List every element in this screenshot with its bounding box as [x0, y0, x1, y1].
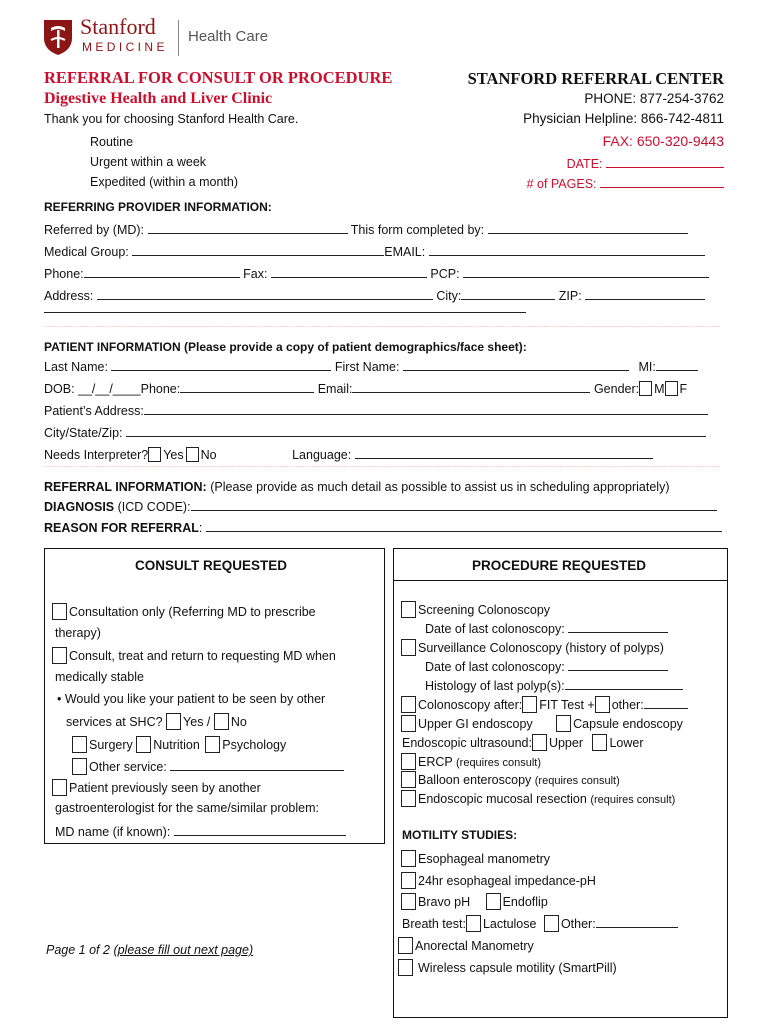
fit-test-checkbox[interactable]: [522, 696, 537, 713]
service-type-row: [72, 736, 286, 753]
reason-colon: :: [198, 521, 203, 535]
screening-label: Screening Colonoscopy: [418, 603, 551, 617]
surveillance-label: Surveillance Colonoscopy (history of polyps): [418, 641, 664, 655]
services-no-checkbox[interactable]: [214, 713, 229, 730]
ercp-row: [401, 753, 541, 770]
surveillance-row: [401, 639, 664, 656]
balloon-note: (requires consult): [534, 775, 620, 787]
screening-checkbox[interactable]: [401, 601, 416, 618]
medical-group-label: Medical Group:: [44, 245, 129, 259]
patient-row-4: [44, 424, 706, 440]
consult-treat-label-2: medically stable: [55, 670, 144, 684]
pages-row: [527, 175, 724, 191]
wireless-checkbox[interactable]: [398, 959, 413, 976]
surveillance-checkbox[interactable]: [401, 639, 416, 656]
previously-seen-label-2: gastroenterologist for the same/similar problem:: [55, 801, 320, 815]
colonoscopy-after-label: Colonoscopy after:: [418, 698, 523, 712]
eso-checkbox[interactable]: [401, 850, 416, 867]
eso-row: [401, 850, 550, 867]
interpreter-no-checkbox[interactable]: [186, 447, 199, 462]
last-name-field[interactable]: [111, 358, 331, 371]
city-label: City:: [436, 289, 462, 303]
fax-label: Fax:: [243, 267, 268, 281]
reason-label: REASON FOR REFERRAL: [44, 521, 199, 535]
screening-date-row: [425, 620, 668, 636]
anorectal-label: Anorectal Manometry: [415, 939, 534, 953]
center-title: STANFORD REFERRAL CENTER: [467, 69, 724, 88]
consult-only-checkbox[interactable]: [52, 603, 67, 620]
language-label: Language:: [292, 448, 352, 462]
first-name-label: First Name:: [334, 360, 400, 374]
center-fax: FAX: 650-320-9443: [602, 133, 724, 149]
page-number: Page 1 of 2: [46, 943, 110, 957]
md-name-row: [55, 823, 346, 839]
center-phone: PHONE: 877-254-3762: [584, 91, 724, 106]
referral-heading-note: (Please provide as much detail as possible to assist us in scheduling appropriately): [210, 480, 670, 494]
urgency-expedited: Expedited (within a month): [90, 175, 238, 189]
histology-row: [425, 677, 683, 693]
city-state-zip-field[interactable]: [126, 424, 706, 437]
breath-other-checkbox[interactable]: [544, 915, 559, 932]
endoflip-checkbox[interactable]: [486, 893, 501, 910]
services-yes-label: Yes /: [183, 715, 211, 729]
ercp-checkbox[interactable]: [401, 753, 416, 770]
separator-stars: [44, 326, 720, 330]
city-field[interactable]: [461, 287, 555, 300]
lactulose-checkbox[interactable]: [466, 915, 481, 932]
patient-phone-label: Phone:: [140, 382, 181, 396]
first-name-field[interactable]: [403, 358, 629, 371]
consult-only-label: Consultation only (Referring MD to prescribe: [69, 605, 316, 619]
other-services-question: • Would you like your patient to be seen by other: [57, 692, 326, 706]
colon-other-field[interactable]: [644, 696, 688, 709]
language-field[interactable]: [355, 446, 653, 459]
provider-row-1: [44, 221, 688, 237]
psychology-label: Psychology: [222, 738, 287, 752]
urgency-routine: Routine: [90, 135, 134, 149]
eus-lower-label: Lower: [609, 736, 644, 750]
mi-field[interactable]: [656, 358, 698, 371]
bravo-row: [401, 893, 548, 910]
logo-divider: [178, 20, 179, 56]
eus-upper-checkbox[interactable]: [532, 734, 547, 751]
screening-date-field[interactable]: [568, 620, 668, 633]
eus-upper-label: Upper: [548, 736, 583, 750]
page-note: (please fill out next page): [113, 943, 254, 957]
other-services-row: [66, 713, 247, 730]
services-no-label: No: [230, 715, 247, 729]
capsule-label: Capsule endoscopy: [573, 717, 683, 731]
patient-email-field[interactable]: [352, 380, 590, 393]
page-footer: [46, 943, 253, 957]
dob-label: DOB: __/__/____: [44, 382, 141, 396]
histology-label: Histology of last polyp(s):: [425, 679, 565, 693]
zip-field[interactable]: [585, 287, 705, 300]
patient-row-3: [44, 402, 708, 418]
upper-gi-label: Upper GI endoscopy: [418, 717, 533, 731]
pcp-field[interactable]: [463, 265, 709, 278]
pages-label: # of PAGES:: [526, 177, 597, 191]
eus-row: [402, 734, 644, 751]
provider-heading: REFERRING PROVIDER INFORMATION:: [44, 200, 272, 214]
date-field[interactable]: [606, 155, 724, 168]
other-service-row: [72, 758, 344, 775]
colon-other-label: other:: [611, 698, 644, 712]
histology-field[interactable]: [565, 677, 683, 690]
emr-note: (requires consult): [590, 794, 676, 806]
consult-option-1: [52, 603, 316, 620]
nutrition-checkbox[interactable]: [136, 736, 151, 753]
other-service-label: Other service:: [89, 760, 167, 774]
address-line-2[interactable]: [44, 312, 526, 313]
thanks-text: Thank you for choosing Stanford Health Care.: [44, 112, 299, 126]
provider-row-2: [44, 243, 705, 259]
surveillance-date-row: [425, 658, 668, 674]
balloon-checkbox[interactable]: [401, 771, 416, 788]
previously-seen-row: [52, 779, 261, 796]
fit-test-label: FIT Test +: [539, 698, 595, 712]
capsule-checkbox[interactable]: [556, 715, 571, 732]
center-helpline: Physician Helpline: 866-742-4811: [523, 111, 724, 126]
breath-label: Breath test:: [402, 917, 466, 931]
consult-only-label-2: therapy): [55, 626, 101, 640]
psychology-checkbox[interactable]: [205, 736, 220, 753]
date-label: DATE:: [566, 157, 603, 171]
reason-field[interactable]: [206, 519, 722, 532]
colonoscopy-after-row: [401, 696, 688, 713]
referred-by-field[interactable]: [148, 221, 348, 234]
ercp-label: ERCP: [418, 755, 453, 769]
md-name-field[interactable]: [174, 823, 346, 836]
motility-heading: MOTILITY STUDIES:: [402, 828, 518, 842]
impedance-row: [401, 872, 596, 889]
procedure-heading: PROCEDURE REQUESTED: [472, 558, 647, 573]
emr-label: Endoscopic mucosal resection: [418, 792, 587, 806]
eus-lower-checkbox[interactable]: [592, 734, 607, 751]
referral-heading-row: [44, 480, 670, 494]
md-name-label: MD name (if known):: [55, 825, 171, 839]
other-services-question-2: services at SHC?: [66, 715, 163, 729]
address-label: Address:: [44, 289, 94, 303]
interpreter-no-label: No: [200, 448, 217, 462]
form-title: REFERRAL FOR CONSULT OR PROCEDURE: [44, 68, 393, 87]
anorectal-checkbox[interactable]: [398, 937, 413, 954]
upper-gi-checkbox[interactable]: [401, 715, 416, 732]
emr-row: [401, 790, 675, 807]
patient-row-1: [44, 358, 698, 374]
diagnosis-field[interactable]: [191, 498, 717, 511]
city-state-zip-label: City/State/Zip:: [44, 426, 123, 440]
surgery-checkbox[interactable]: [72, 736, 87, 753]
eus-label: Endoscopic ultrasound:: [402, 736, 532, 750]
pcp-label: PCP:: [430, 267, 460, 281]
consult-option-2: [52, 647, 336, 664]
clinic-name: Digestive Health and Liver Clinic: [44, 90, 273, 107]
breath-other-label: Other:: [560, 917, 596, 931]
bravo-checkbox[interactable]: [401, 893, 416, 910]
wireless-label: Wireless capsule motility (SmartPill): [418, 961, 617, 975]
gender-f-checkbox[interactable]: [665, 381, 678, 396]
screening-date-label: Date of last colonoscopy:: [425, 622, 565, 636]
email-field[interactable]: [429, 243, 705, 256]
screening-row: [401, 601, 550, 618]
zip-label: ZIP:: [558, 289, 582, 303]
urgency-urgent: Urgent within a week: [90, 155, 207, 169]
other-service-checkbox[interactable]: [72, 758, 87, 775]
services-yes-checkbox[interactable]: [166, 713, 181, 730]
phone-label: Phone:: [44, 267, 84, 281]
last-name-label: Last Name:: [44, 360, 108, 374]
stanford-logo: [42, 14, 282, 58]
stanford-shield-icon: [42, 18, 74, 56]
lactulose-label: Lactulose: [482, 917, 537, 931]
surveillance-date-label: Date of last colonoscopy:: [425, 660, 565, 674]
procedure-heading-divider: [393, 580, 728, 581]
upper-gi-row: [401, 715, 683, 732]
ercp-note: (requires consult): [456, 757, 541, 769]
consult-treat-label: Consult, treat and return to requesting MD when: [69, 649, 336, 663]
fax-field[interactable]: [271, 265, 427, 278]
patient-address-field[interactable]: [144, 402, 708, 415]
patient-row-2: [44, 380, 687, 396]
diagnosis-row: [44, 498, 717, 514]
interpreter-yes-label: Yes: [163, 448, 184, 462]
diagnosis-note: (ICD CODE):: [117, 500, 191, 514]
patient-email-label: Email:: [317, 382, 353, 396]
completed-by-label: This form completed by:: [350, 223, 485, 237]
patient-address-label: Patient’s Address:: [44, 404, 144, 418]
colon-other-checkbox[interactable]: [595, 696, 610, 713]
completed-by-field[interactable]: [488, 221, 688, 234]
emr-checkbox[interactable]: [401, 790, 416, 807]
provider-row-4: [44, 287, 705, 303]
gender-m-label: M: [654, 382, 665, 396]
balloon-label: Balloon enteroscopy: [418, 773, 532, 787]
impedance-checkbox[interactable]: [401, 872, 416, 889]
phone-field[interactable]: [84, 265, 240, 278]
logo-brand: Stanford: [80, 14, 156, 39]
other-service-field[interactable]: [170, 758, 344, 771]
referred-by-label: Referred by (MD):: [44, 223, 145, 237]
previously-seen-checkbox[interactable]: [52, 779, 67, 796]
breath-other-field[interactable]: [596, 915, 678, 928]
provider-row-3: [44, 265, 709, 281]
referral-heading: REFERRAL INFORMATION:: [44, 480, 207, 494]
surgery-label: Surgery: [89, 738, 133, 752]
medical-group-field[interactable]: [132, 243, 384, 256]
mi-label: MI:: [638, 360, 656, 374]
surveillance-date-field[interactable]: [568, 658, 668, 671]
date-row: [567, 155, 724, 171]
impedance-label: 24hr esophageal impedance-pH: [418, 874, 596, 888]
pages-field[interactable]: [600, 175, 724, 188]
eso-label: Esophageal manometry: [418, 852, 551, 866]
colonoscopy-after-checkbox[interactable]: [401, 696, 416, 713]
address-field[interactable]: [97, 287, 433, 300]
consult-heading: CONSULT REQUESTED: [135, 558, 288, 573]
balloon-row: [401, 771, 620, 788]
breath-row: [402, 915, 678, 932]
logo-division: Health Care: [188, 28, 269, 45]
patient-row-5: [44, 446, 653, 462]
patient-heading: PATIENT INFORMATION (Please provide a copy of patient demographics/face sheet):: [44, 340, 527, 354]
consult-treat-checkbox[interactable]: [52, 647, 67, 664]
gender-f-label: F: [679, 382, 688, 396]
previously-seen-label: Patient previously seen by another: [69, 781, 261, 795]
diagnosis-label: DIAGNOSIS: [44, 500, 115, 514]
bravo-label: Bravo pH: [418, 895, 471, 909]
reason-row: [44, 519, 722, 535]
patient-phone-field[interactable]: [180, 380, 314, 393]
wireless-row: [398, 959, 617, 976]
nutrition-label: Nutrition: [153, 738, 200, 752]
interpreter-yes-checkbox[interactable]: [148, 447, 161, 462]
endoflip-label: Endoflip: [502, 895, 548, 909]
gender-m-checkbox[interactable]: [639, 381, 652, 396]
separator-stars-2: [44, 466, 720, 470]
gender-label: Gender:: [593, 382, 640, 396]
anorectal-row: [398, 937, 534, 954]
interpreter-label: Needs Interpreter?: [44, 448, 149, 462]
logo-sub: MEDICINE: [82, 40, 168, 54]
email-label: EMAIL:: [384, 245, 426, 259]
